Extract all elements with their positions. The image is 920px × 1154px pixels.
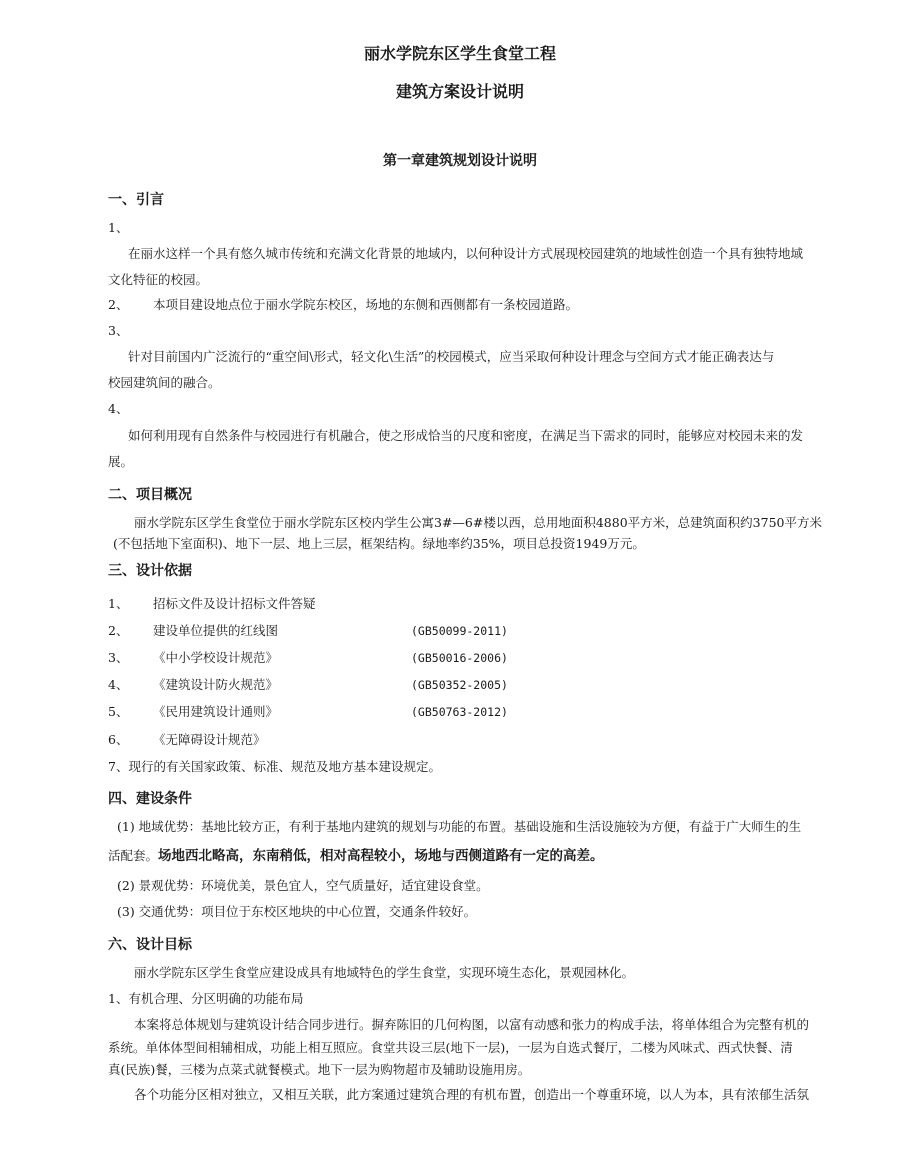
- document-title: 丽水学院东区学生食堂工程: [363, 44, 556, 63]
- item-number: 2、: [108, 297, 129, 312]
- basis-code: (GB50763-2012): [411, 705, 508, 717]
- item-number: 3、: [108, 323, 129, 338]
- paragraph-line: (1) 地域优势：基地比较方正，有利于基地内建筑的规划与功能的布置。基础设施和生活设施较为方便，有益于广大师生的生: [117, 819, 802, 834]
- paragraph-line: 文化特征的校园。: [108, 272, 209, 287]
- paragraph-line: (2) 景观优势：环境优美，景色宜人，空气质量好，适宜建设食堂。: [117, 878, 489, 893]
- basis-name: 招标文件及设计招标文件答疑: [153, 596, 316, 611]
- basis-name: 《建筑设计防火规范》: [153, 677, 279, 692]
- paragraph-line: 校园建筑间的融合。: [108, 375, 221, 390]
- paragraph-line: 系统。单体体型间相辅相成，功能上相互照应。食堂共设三层(地下一层)，一层为自选式餐厅，二楼为风味式、西式快餐、清: [108, 1040, 793, 1055]
- basis-code: (GB50099-2011): [411, 624, 508, 638]
- basis-name: 建设单位提供的红线图: [153, 623, 279, 638]
- basis-number: 1、: [108, 596, 129, 611]
- basis-number: 6、: [108, 732, 129, 747]
- item-number: 1、: [108, 220, 129, 235]
- basis-name: 《中小学校设计规范》: [153, 650, 279, 665]
- section-heading-conditions: 四、建设条件: [108, 791, 192, 807]
- emphasis-text: 场地西北略高，东南稍低，相对高程较小，场地与西侧道路有一定的高差。: [158, 848, 604, 864]
- basis-name: 《民用建筑设计通则》: [153, 704, 279, 719]
- paragraph-line: 真(民族)餐，三楼为点菜式就餐模式。地下一层为购物超市及辅助设施用房。: [108, 1062, 531, 1077]
- item-number: 4、: [108, 401, 129, 416]
- subheading: 1、有机合理、分区明确的功能布局: [108, 991, 304, 1006]
- section-heading-intro: 一、引言: [108, 192, 164, 208]
- paragraph-line: 丽水学院东区学生食堂应建设成具有地域特色的学生食堂，实现环境生态化，景观园林化。: [134, 965, 635, 980]
- paragraph-line: 各个功能分区相对独立，又相互关联，此方案通过建筑合理的有机布置，创造出一个尊重环境，以人为本，具有浓郁生活氛: [134, 1087, 810, 1102]
- section-heading-overview: 二、项目概况: [108, 487, 192, 503]
- paragraph-line: 7、现行的有关国家政策、标准、规范及地方基本建设规定。: [108, 759, 441, 774]
- basis-code: (GB50016-2006): [411, 651, 508, 665]
- basis-number: 5、: [108, 704, 129, 719]
- paragraph-line: (3) 交通优势：项目位于东校区地块的中心位置，交通条件较好。: [117, 904, 477, 919]
- document-subtitle: 建筑方案设计说明: [395, 82, 524, 101]
- basis-number: 2、: [108, 623, 129, 638]
- basis-code: (GB50352-2005): [411, 678, 508, 692]
- paragraph-text: 活配套。: [108, 848, 159, 863]
- section-heading-goals: 六、设计目标: [108, 937, 192, 953]
- paragraph-line: 丽水学院东区学生食堂位于丽水学院东区校内学生公寓3#—6#楼以西，总用地面积4880平方米，总建筑面积约3750平方米: [134, 515, 822, 530]
- basis-name: 《无障碍设计规范》: [153, 732, 266, 747]
- paragraph-line: 本案将总体规划与建筑设计结合同步进行。摒弃陈旧的几何构图，以富有动感和张力的构成手法，将单体组合为完整有机的: [134, 1017, 810, 1032]
- paragraph-line: 如何利用现有自然条件与校园进行有机融合，使之形成恰当的尺度和密度，在满足当下需求的同时，能够应对校园未来的发: [128, 428, 804, 443]
- section-heading-basis: 三、设计依据: [108, 563, 192, 579]
- paragraph-line: [108, 848, 604, 864]
- basis-number: 3、: [108, 650, 129, 665]
- paragraph-line: (不包括地下室面积)、地下一层、地上三层，框架结构。绿地率约35%，项目总投资1949万元。: [113, 536, 645, 551]
- paragraph-line: 展。: [108, 454, 134, 469]
- paragraph-line: 在丽水这样一个具有悠久城市传统和充满文化背景的地域内，以何种设计方式展现校园建筑的地域性创造一个具有独特地域: [128, 246, 804, 261]
- paragraph-line: 本项目建设地点位于丽水学院东校区，场地的东侧和西侧都有一条校园道路。: [153, 297, 579, 312]
- basis-number: 4、: [108, 677, 129, 692]
- chapter-title: 第一章建筑规划设计说明: [383, 153, 537, 169]
- paragraph-line: 针对目前国内广泛流行的“重空间\形式，轻文化\生活”的校园模式，应当采取何种设计理念与空间方式才能正确表达与: [128, 349, 775, 364]
